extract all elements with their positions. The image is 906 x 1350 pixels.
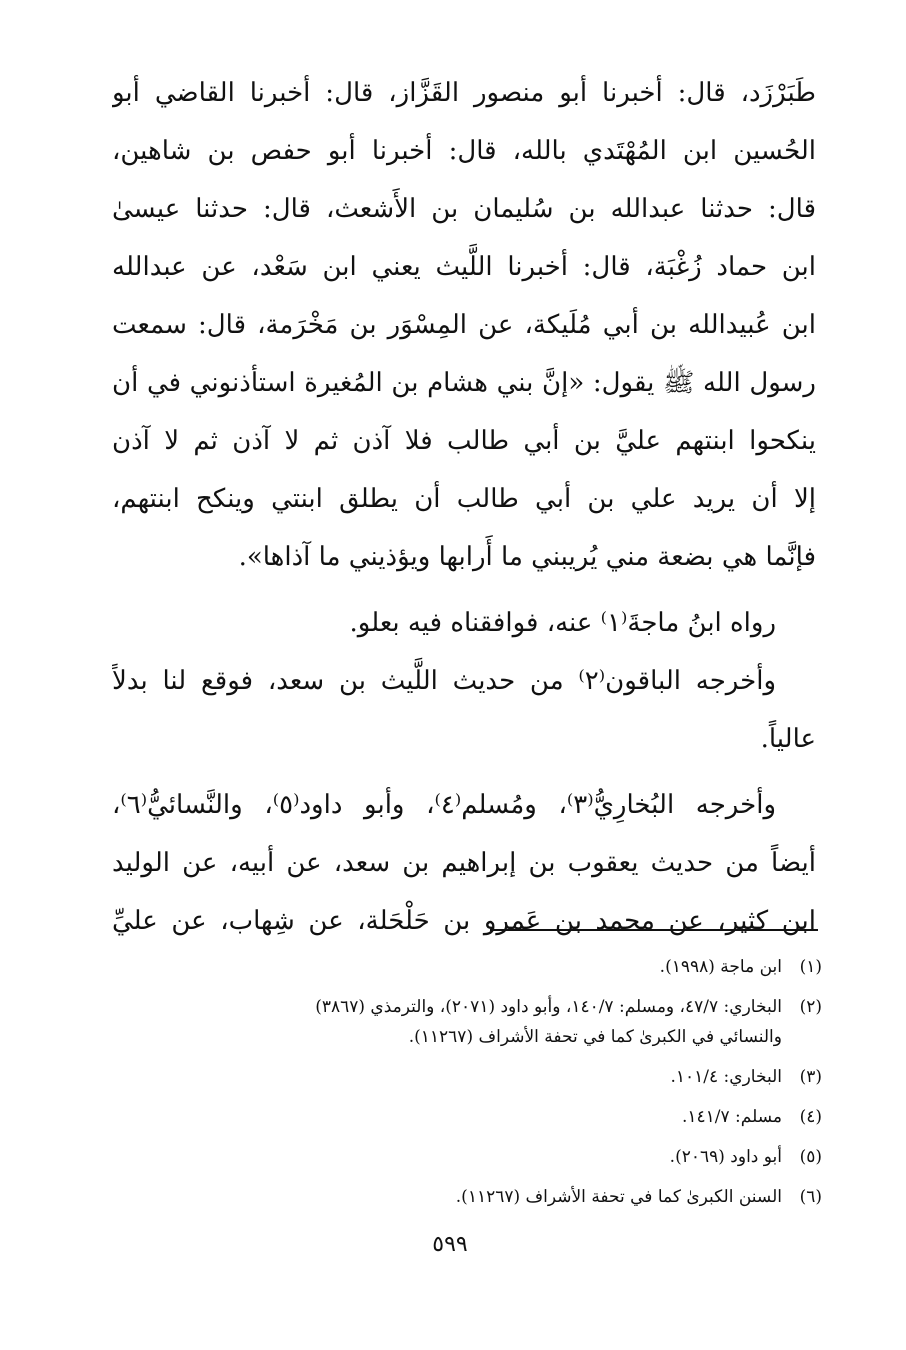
text-line: أيضاً من حديث يعقوب بن إبراهيم بن سعد، عن أبيه، عن الوليد <box>112 848 816 878</box>
text-line: رسول الله ﷺ يقول: «إنَّ بني هشام بن المُغيرة استأذنوني في أن <box>112 368 816 398</box>
main-text <box>112 64 816 950</box>
text-line: ابن كثير، عن محمد بن عَمرو بن حَلْحَلة، عن شِهاب، عن عليِّ <box>112 906 816 936</box>
footnote-line: ابن ماجة (١٩٩٨). <box>659 957 782 977</box>
footnote-line: أبو داود (٢٠٦٩). <box>669 1147 782 1167</box>
paragraph-2 <box>112 594 816 652</box>
paragraph-3 <box>112 652 816 768</box>
footnote-number: (٣) <box>799 1067 822 1087</box>
text-line: ابن حماد زُغْبَة، قال: أخبرنا اللَّيث يعني ابن سَعْد، عن عبدالله <box>112 252 816 282</box>
footnote-number: (٦) <box>799 1187 822 1207</box>
footnote-line: السنن الكبرىٰ كما في تحفة الأشراف (١١٢٦٧). <box>455 1187 782 1207</box>
footnote-divider <box>490 929 818 931</box>
footnote-item <box>112 992 822 1052</box>
text-line: وأخرجه الباقون⁽٢⁾ من حديث اللَّيث بن سعد، فوقع لنا بدلاً <box>112 666 776 696</box>
footnote-line: البخاري: ٤٧/٧، ومسلم: ١٤٠/٧، وأبو داود (٢٠٧١)، والترمذي (٣٨٦٧) <box>315 997 782 1017</box>
text-line: فإنَّما هي بضعة مني يُريبني ما أَرابها ويؤذيني ما آذاها». <box>238 542 816 572</box>
footnote-number: (٥) <box>799 1147 822 1167</box>
text-line: رواه ابنُ ماجةَ⁽١⁾ عنه، فوافقناه فيه بعلو. <box>349 608 776 638</box>
text-line: ابن عُبيدالله بن أبي مُلَيكة، عن المِسْوَر بن مَخْرَمة، قال: سمعت <box>112 310 816 340</box>
text-line: قال: حدثنا عبدالله بن سُليمان بن الأَشعث، قال: حدثنا عيسىٰ <box>112 194 816 224</box>
footnote-text <box>112 1142 782 1172</box>
footnote-item <box>112 1062 822 1092</box>
footnote-item <box>112 1102 822 1132</box>
paragraph-1 <box>112 64 816 586</box>
footnote-line: مسلم: ١٤١/٧. <box>681 1107 782 1127</box>
footnote-text <box>112 952 782 982</box>
text-line: عالياً. <box>760 724 816 754</box>
text-line: وأخرجه البُخارِيُّ⁽٣⁾، ومُسلم⁽٤⁾، وأبو داود⁽٥⁾، والنَّسائيُّ⁽٦⁾، <box>112 790 777 820</box>
footnote-item <box>112 1182 822 1212</box>
text-line: ينكحوا ابنتهم عليَّ بن أبي طالب فلا آذن ثم لا آذن ثم لا آذن <box>112 426 816 456</box>
footnote-line: البخاري: ١٠١/٤. <box>670 1067 782 1087</box>
footnote-number: (١) <box>799 957 822 977</box>
paragraph-4 <box>112 776 816 950</box>
footnote-item <box>112 952 822 982</box>
footnote-line: والنسائي في الكبرىٰ كما في تحفة الأشراف (١١٢٦٧). <box>408 1027 782 1047</box>
footnote-text <box>112 1182 782 1212</box>
footnote-text <box>112 992 782 1052</box>
footnote-text <box>112 1062 782 1092</box>
text-line: إلا أن يريد علي بن أبي طالب أن يطلق ابنتي وينكح ابنتهم، <box>112 484 816 514</box>
footnote-text <box>112 1102 782 1132</box>
text-line: الحُسين ابن المُهْتَدي بالله، قال: أخبرنا أبو حفص بن شاهين، <box>112 136 816 166</box>
text-line: طَبَرْزَد، قال: أخبرنا أبو منصور القَزَّاز، قال: أخبرنا القاضي أبو <box>112 78 816 108</box>
footnotes <box>112 952 822 1222</box>
footnote-number: (٢) <box>799 997 822 1017</box>
footnote-number: (٤) <box>799 1107 822 1127</box>
page-number: ٥٩٩ <box>432 1232 468 1257</box>
footnote-item <box>112 1142 822 1172</box>
